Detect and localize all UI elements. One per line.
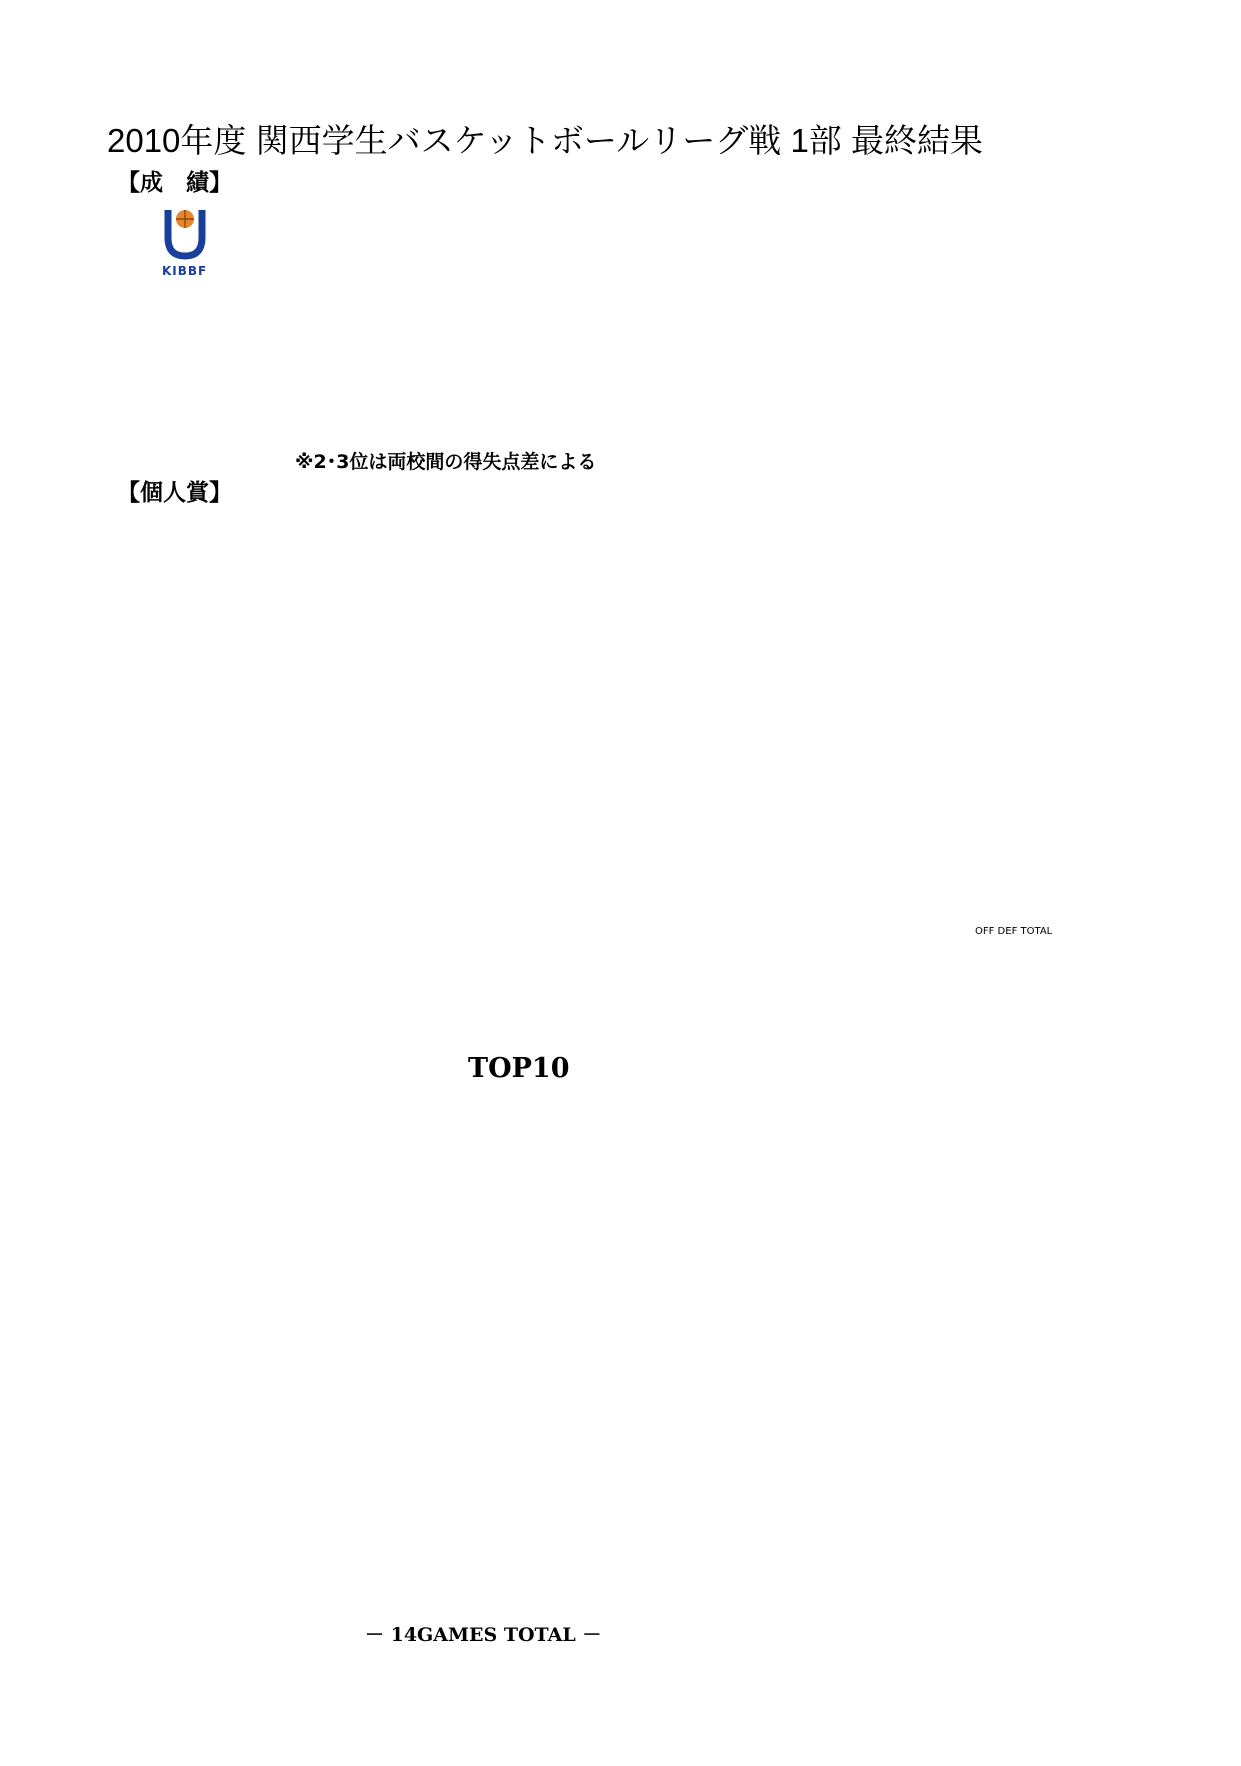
rebound-breakdown-labels: OFF DEF TOTAL bbox=[975, 926, 1053, 937]
logo-text: KIBBF bbox=[162, 264, 208, 278]
standings-note: ※2･3位は両校間の得失点差による bbox=[295, 451, 597, 473]
top10-heading: TOP10 bbox=[468, 1053, 570, 1084]
standings-heading: 【成 績】 bbox=[117, 170, 232, 196]
awards-heading: 【個人賞】 bbox=[117, 480, 232, 506]
kibbf-logo bbox=[160, 206, 210, 281]
page-title: 2010年度 関西学生バスケットボールリーグ戦 1部 最終結果 bbox=[107, 122, 983, 159]
footer-note: － 14GAMES TOTAL － bbox=[365, 1624, 602, 1646]
